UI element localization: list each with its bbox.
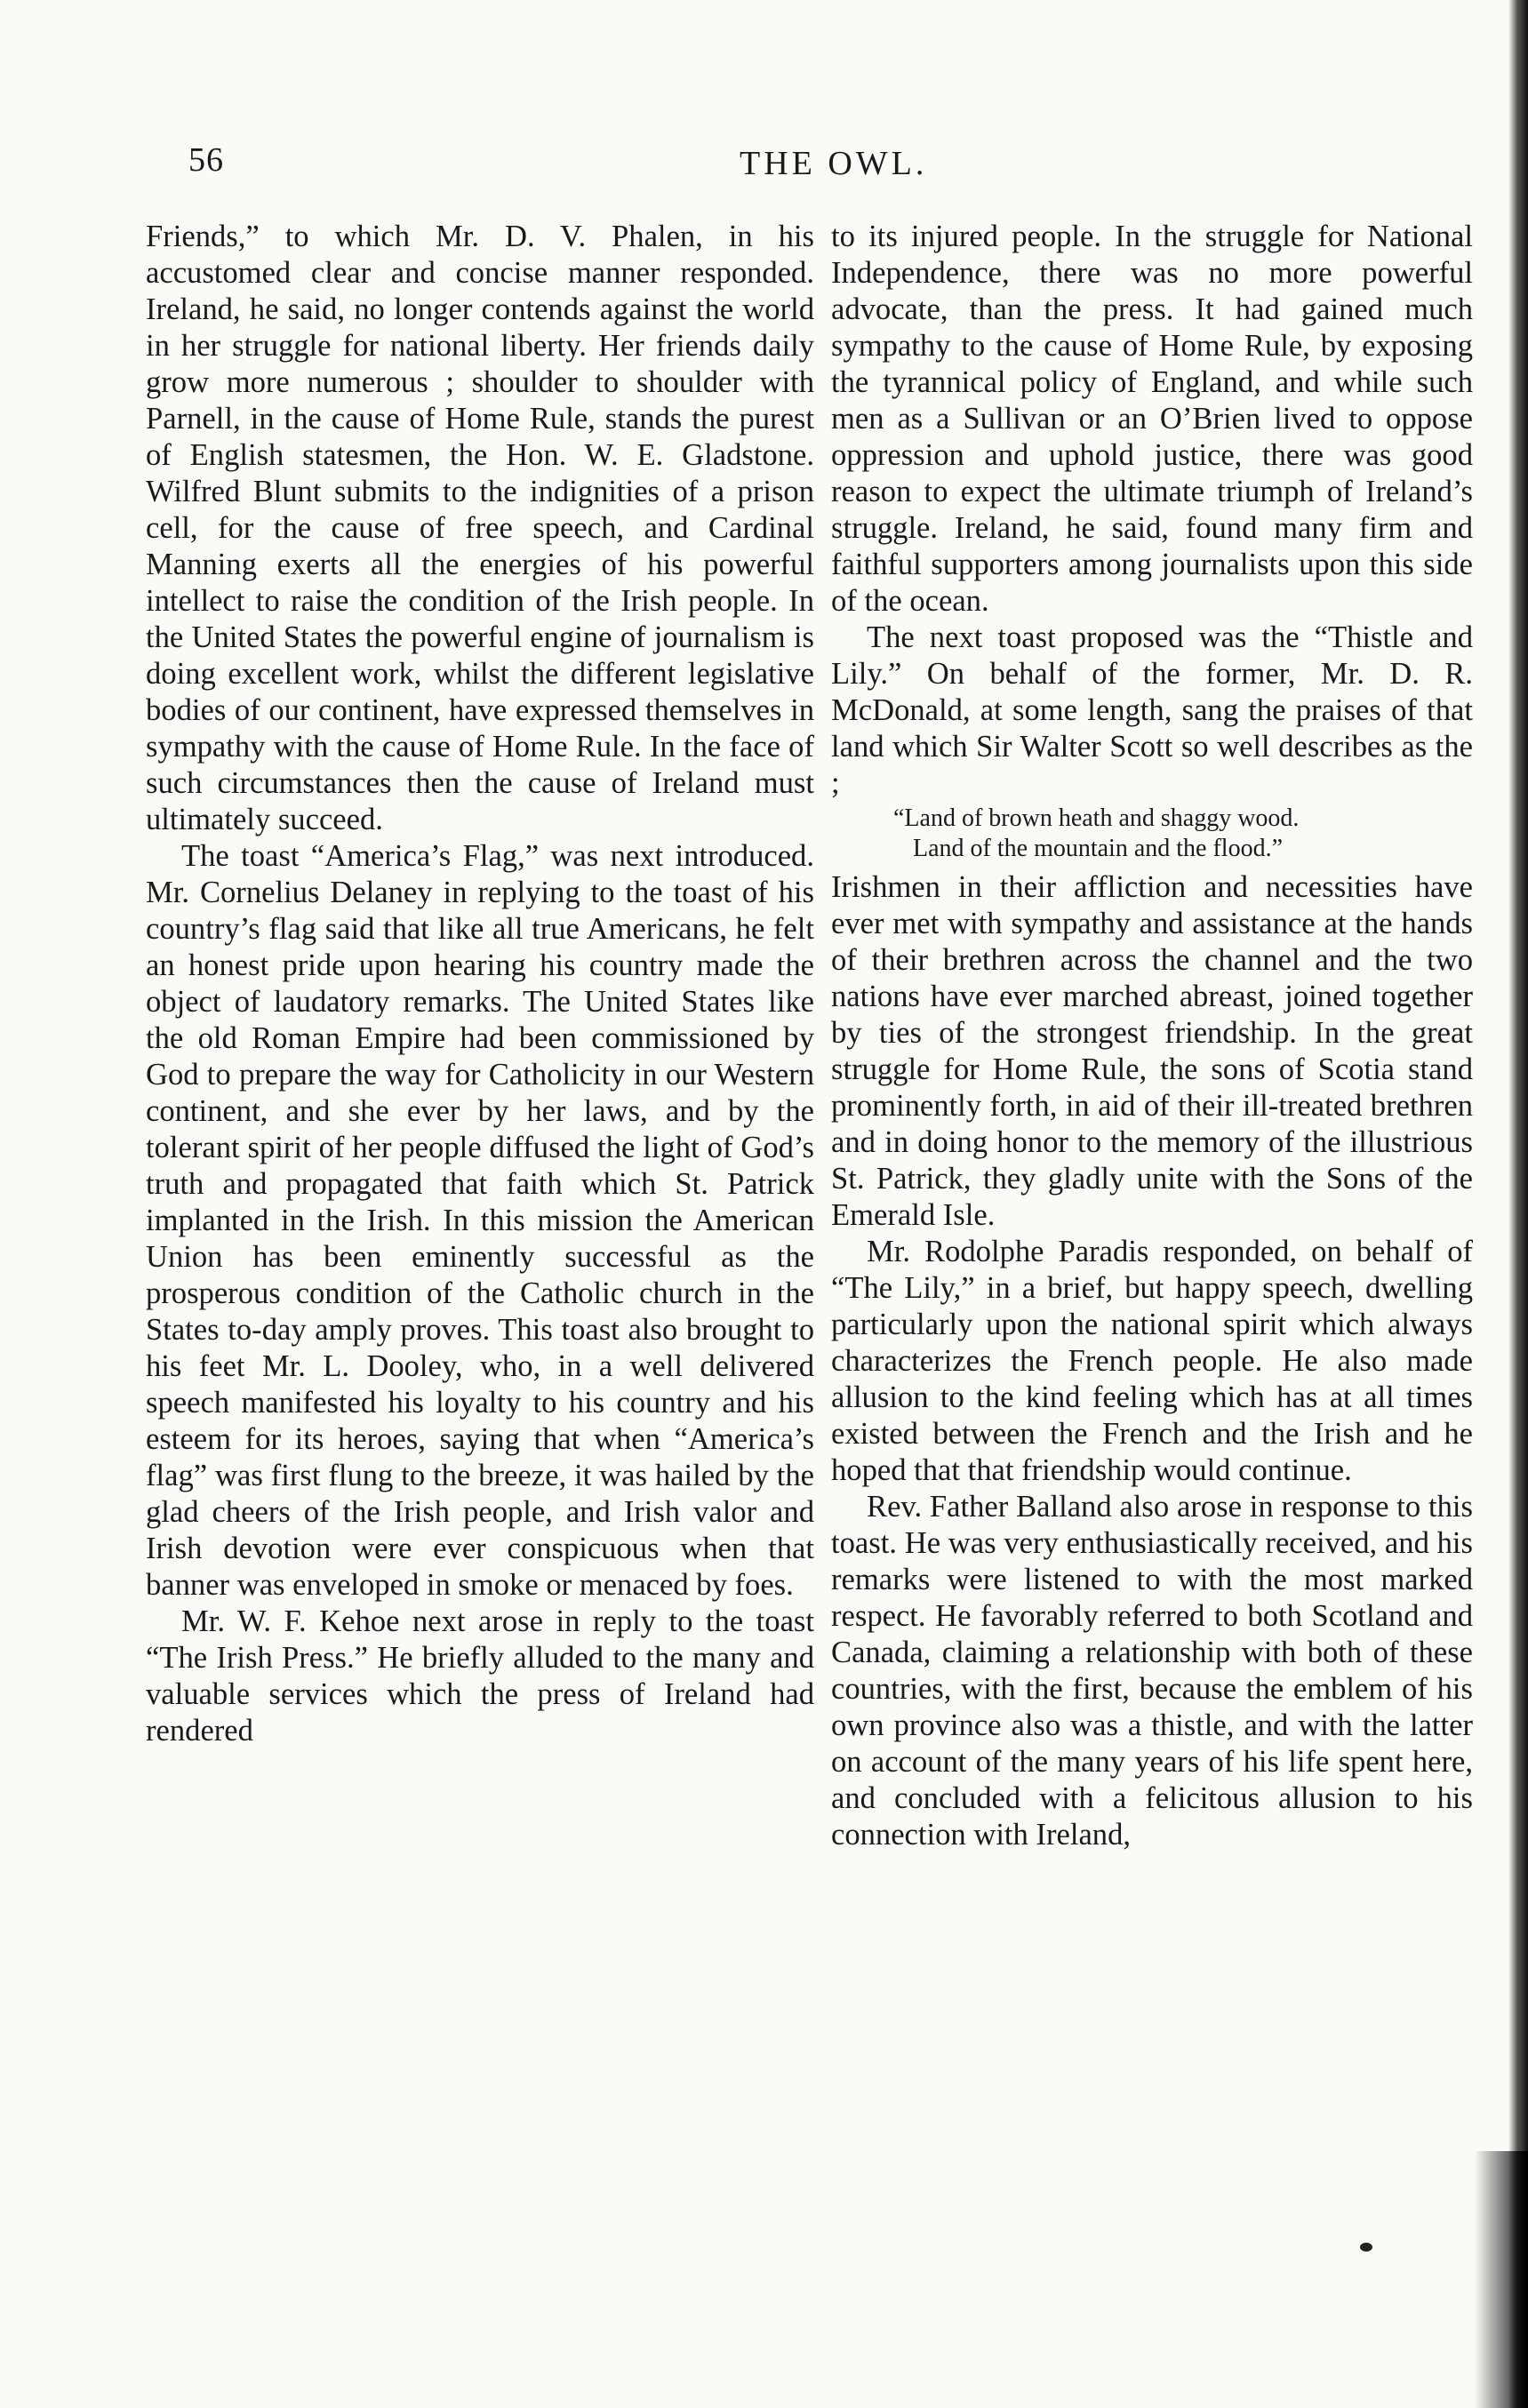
page-header xyxy=(188,140,1477,185)
left-column xyxy=(146,219,814,1749)
verse-quotation xyxy=(893,804,1473,864)
paragraph: Mr. Rodolphe Paradis responded, on behalf of “The Lily,” in a brief, but happy speech, dwelling particularly upon the national spirit which always characterizes the French people. He also made allusion to the kind feeling which has at all times existed between the French and the Irish and he hoped that that friendship would continue. xyxy=(831,1235,1473,1487)
paragraph: Friends,” to which Mr. D. V. Phalen, in his accustomed clear and concise manner responded. Ireland, he said, no longer contends against the world in her struggle for national liberty. Her friends daily grow more numerous ; shoulder to shoulder with Parnell, in the cause of Home Rule, stands the purest of English statesmen, the Hon. W. E. Gladstone. Wilfred Blunt submits to the indignities of a prison cell, for the cause of free speech, and Cardinal Manning exerts all the energies of his powerful intellect to raise the condition of the Irish people. In the United States the powerful engine of journalism is doing excellent work, whilst the different legislative bodies of our continent, have expressed themselves in sympathy with the cause of Home Rule. In the face of such circumstances then the cause of Ireland must ultimately succeed. xyxy=(146,220,814,836)
right-column xyxy=(831,219,1473,1853)
verse-line: Land of the mountain and the flood.” xyxy=(913,835,1283,862)
page-number: 56 xyxy=(188,141,224,179)
running-title: THE OWL. xyxy=(740,145,928,182)
paragraph: Mr. W. F. Kehoe next arose in reply to the toast “The Irish Press.” He briefly alluded to the many and valuable services which the press of Ireland had rendered xyxy=(146,1604,814,1748)
paragraph: Rev. Father Balland also arose in response to this toast. He was very enthusiastically received, and his remarks were listened to with the most marked respect. He favorably referred to both Scotland and Canada, claiming a relationship with both of these countries, with the first, because the emblem of his own province also was a thistle, and with the latter on account of the many years of his life spent here, and concluded with a felicitous allusion to his connection with Ireland, xyxy=(831,1490,1473,1852)
paragraph: The next toast proposed was the “Thistle and Lily.” On behalf of the former, Mr. D. R. McDonald, at some length, sang the praises of that land which Sir Walter Scott so well describes as the ; xyxy=(831,620,1473,800)
page-corner-shadow xyxy=(1475,2151,1528,2408)
ink-speck xyxy=(1360,2243,1372,2252)
paragraph: Irishmen in their affliction and necessities have ever met with sympathy and assistance at the hands of their brethren across the channel and the two nations have ever marched abreast, joined together by ties of the strongest friendship. In the great struggle for Home Rule, the sons of Scotia stand prominently forth, in aid of their ill-treated brethren and in doing honor to the memory of the illustrious St. Patrick, they gladly unite with the Sons of the Emerald Isle. xyxy=(831,870,1473,1232)
verse-line: “Land of brown heath and shaggy wood. xyxy=(893,804,1300,832)
paragraph: The toast “America’s Flag,” was next introduced. Mr. Cornelius Delaney in replying to the toast of his country’s flag said that like all true Americans, he felt an honest pride upon hearing his country made the object of laudatory remarks. The United States like the old Roman Empire had been commissioned by God to prepare the way for Catholicity in our Western continent, and she ever by her laws, and by the tolerant spirit of her people diffused the light of God’s truth and propagated that faith which St. Patrick implanted in the Irish. In this mission the American Union has been eminently successful as the prosperous condition of the Catholic church in the States to-day amply proves. This toast also brought to his feet Mr. L. Dooley, who, in a well delivered speech manifested his loyalty to his country and his esteem for its heroes, saying that when “America’s flag” was first flung to the breeze, it was hailed by the glad cheers of the Irish people, and Irish valor and Irish devotion were ever conspicuous when that banner was enveloped in smoke or menaced by foes. xyxy=(146,839,814,1602)
paragraph: to its injured people. In the struggle for National Independence, there was no more powerful advocate, than the press. It had gained much sympathy to the cause of Home Rule, by exposing the tyrannical policy of England, and while such men as a Sullivan or an O’Brien lived to oppose oppression and uphold justice, there was good reason to expect the ultimate triumph of Ireland’s struggle. Ireland, he said, found many firm and faithful supporters among journalists upon this side of the ocean. xyxy=(831,220,1473,618)
page-edge-shadow xyxy=(1508,0,1528,2408)
